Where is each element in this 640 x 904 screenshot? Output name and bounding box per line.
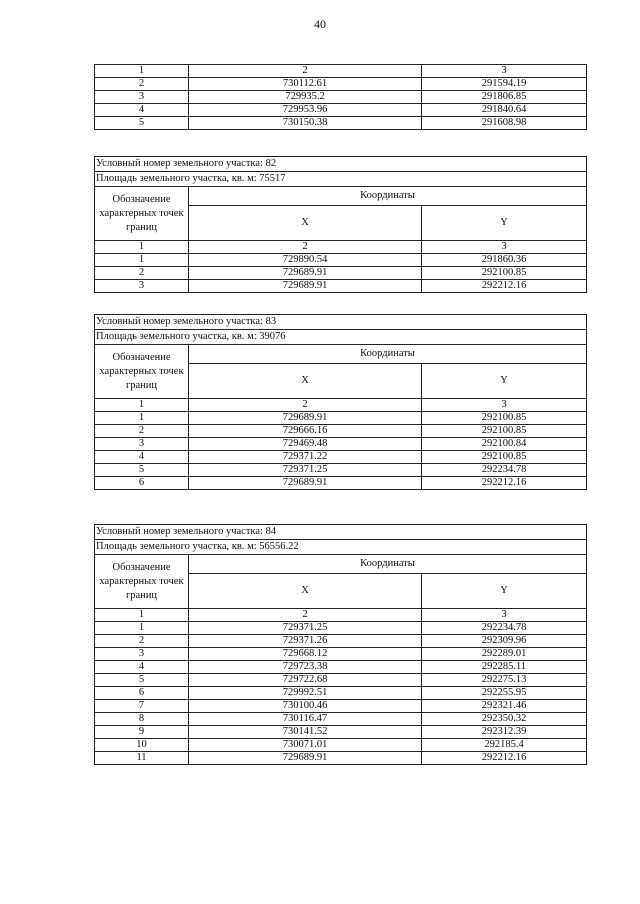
point-number-cell: 3	[95, 91, 189, 104]
y-coordinate-cell: 292212.16	[422, 752, 587, 765]
x-coordinate-cell: 729371.22	[189, 451, 422, 464]
x-coordinate-cell: 729689.91	[189, 267, 422, 280]
table-row	[95, 267, 587, 280]
table-row	[95, 477, 587, 490]
designation-header: Обозначение характерных точек границ	[95, 345, 189, 399]
y-coordinate-cell: 292100.85	[422, 425, 587, 438]
y-coordinate-cell: 292212.16	[422, 477, 587, 490]
plot-table-83	[94, 314, 587, 490]
point-number-cell: 2	[95, 78, 189, 91]
table-row	[95, 674, 587, 687]
column-number-cell: 2	[189, 241, 422, 254]
x-coordinate-cell: 730071.01	[189, 739, 422, 752]
table-row	[95, 752, 587, 765]
y-coordinate-cell: 291860.36	[422, 254, 587, 267]
point-number-cell: 5	[95, 464, 189, 477]
point-number-cell: 2	[95, 267, 189, 280]
point-number-cell: 9	[95, 726, 189, 739]
table-body	[95, 622, 587, 765]
column-number-cell: 2	[189, 65, 422, 78]
x-coordinate-cell: 729935.2	[189, 91, 422, 104]
point-number-cell: 6	[95, 687, 189, 700]
column-number-cell: 1	[95, 241, 189, 254]
x-coordinate-cell: 729722.68	[189, 674, 422, 687]
x-coordinate-cell: 729689.91	[189, 752, 422, 765]
y-coordinate-cell: 292234.78	[422, 464, 587, 477]
column-number-cell: 3	[422, 241, 587, 254]
point-number-cell: 4	[95, 104, 189, 117]
table-row	[95, 700, 587, 713]
table-body	[95, 78, 587, 130]
point-number-cell: 4	[95, 661, 189, 674]
point-number-cell: 1	[95, 412, 189, 425]
x-coordinate-cell: 729992.51	[189, 687, 422, 700]
x-coordinate-cell: 730116.47	[189, 713, 422, 726]
table-row	[95, 438, 587, 451]
x-coordinate-cell: 729469.48	[189, 438, 422, 451]
table-row	[95, 104, 587, 117]
table-row	[95, 425, 587, 438]
x-coordinate-cell: 729689.91	[189, 477, 422, 490]
column-number-row	[95, 241, 587, 254]
coordinates-header: Координаты	[189, 187, 587, 206]
x-coordinate-cell: 730150.38	[189, 117, 422, 130]
point-number-cell: 1	[95, 622, 189, 635]
plot-area-label: Площадь земельного участка, кв. м: 39076	[95, 330, 587, 345]
point-number-cell: 3	[95, 648, 189, 661]
coordinates-header: Координаты	[189, 555, 587, 574]
table-row	[95, 635, 587, 648]
table-row	[95, 713, 587, 726]
point-number-cell: 5	[95, 117, 189, 130]
table-row	[95, 661, 587, 674]
table-row	[95, 622, 587, 635]
y-coordinate-cell: 292100.85	[422, 451, 587, 464]
table-row	[95, 280, 587, 293]
y-coordinate-cell: 291806.85	[422, 91, 587, 104]
point-number-cell: 8	[95, 713, 189, 726]
plot-table-82	[94, 156, 587, 293]
plot-area-label: Площадь земельного участка, кв. м: 56556.22	[95, 540, 587, 555]
table-row	[95, 726, 587, 739]
designation-header: Обозначение характерных точек границ	[95, 187, 189, 241]
y-coordinate-cell: 291840.64	[422, 104, 587, 117]
y-coordinate-cell: 292285.11	[422, 661, 587, 674]
y-coordinate-cell: 292312.39	[422, 726, 587, 739]
column-number-cell: 1	[95, 609, 189, 622]
x-coordinate-cell: 729953.96	[189, 104, 422, 117]
y-coordinate-cell: 292321.46	[422, 700, 587, 713]
table-row	[95, 451, 587, 464]
column-number-row	[95, 609, 587, 622]
x-header: X	[189, 574, 422, 609]
x-coordinate-cell: 729689.91	[189, 412, 422, 425]
table-row	[95, 648, 587, 661]
plot-table-84	[94, 524, 587, 765]
y-coordinate-cell: 292255.95	[422, 687, 587, 700]
x-coordinate-cell: 729723.38	[189, 661, 422, 674]
plot-area-label: Площадь земельного участка, кв. м: 75517	[95, 172, 587, 187]
column-number-cell: 1	[95, 65, 189, 78]
point-number-cell: 2	[95, 635, 189, 648]
x-coordinate-cell: 729689.91	[189, 280, 422, 293]
y-header: Y	[422, 206, 587, 241]
y-coordinate-cell: 292100.84	[422, 438, 587, 451]
table-body	[95, 412, 587, 490]
point-number-cell: 3	[95, 280, 189, 293]
plot-number-label: Условный номер земельного участка: 82	[95, 157, 587, 172]
point-number-cell: 4	[95, 451, 189, 464]
column-number-cell: 1	[95, 399, 189, 412]
x-coordinate-cell: 729668.12	[189, 648, 422, 661]
table-row	[95, 78, 587, 91]
y-coordinate-cell: 292309.96	[422, 635, 587, 648]
y-coordinate-cell: 291594.19	[422, 78, 587, 91]
column-number-row	[95, 399, 587, 412]
table-row	[95, 412, 587, 425]
table-row	[95, 91, 587, 104]
table-body	[95, 254, 587, 293]
x-coordinate-cell: 729666.16	[189, 425, 422, 438]
designation-header: Обозначение характерных точек границ	[95, 555, 189, 609]
column-number-cell: 3	[422, 609, 587, 622]
y-header: Y	[422, 364, 587, 399]
y-header: Y	[422, 574, 587, 609]
y-coordinate-cell: 292100.85	[422, 267, 587, 280]
y-coordinate-cell: 292212.16	[422, 280, 587, 293]
point-number-cell: 1	[95, 254, 189, 267]
x-header: X	[189, 364, 422, 399]
table-row	[95, 117, 587, 130]
plot-number-label: Условный номер земельного участка: 83	[95, 315, 587, 330]
y-coordinate-cell: 292350.32	[422, 713, 587, 726]
point-number-cell: 7	[95, 700, 189, 713]
x-coordinate-cell: 730100.46	[189, 700, 422, 713]
point-number-cell: 6	[95, 477, 189, 490]
page-number: 40	[314, 17, 326, 31]
column-number-row	[95, 65, 587, 78]
y-coordinate-cell: 292234.78	[422, 622, 587, 635]
y-coordinate-cell: 291608.98	[422, 117, 587, 130]
table-row	[95, 739, 587, 752]
y-coordinate-cell: 292275.13	[422, 674, 587, 687]
column-number-cell: 2	[189, 399, 422, 412]
table-row	[95, 464, 587, 477]
plot-number-label: Условный номер земельного участка: 84	[95, 525, 587, 540]
x-coordinate-cell: 730141.52	[189, 726, 422, 739]
column-number-cell: 3	[422, 399, 587, 412]
x-coordinate-cell: 729890.54	[189, 254, 422, 267]
point-number-cell: 3	[95, 438, 189, 451]
point-number-cell: 11	[95, 752, 189, 765]
table-row	[95, 687, 587, 700]
x-header: X	[189, 206, 422, 241]
column-number-cell: 2	[189, 609, 422, 622]
table-row	[95, 254, 587, 267]
coordinates-table-continued	[94, 64, 587, 130]
y-coordinate-cell: 292289.01	[422, 648, 587, 661]
point-number-cell: 2	[95, 425, 189, 438]
column-number-cell: 3	[422, 65, 587, 78]
x-coordinate-cell: 729371.26	[189, 635, 422, 648]
x-coordinate-cell: 730112.61	[189, 78, 422, 91]
point-number-cell: 5	[95, 674, 189, 687]
x-coordinate-cell: 729371.25	[189, 622, 422, 635]
point-number-cell: 10	[95, 739, 189, 752]
coordinates-header: Координаты	[189, 345, 587, 364]
y-coordinate-cell: 292100.85	[422, 412, 587, 425]
y-coordinate-cell: 292185.4	[422, 739, 587, 752]
x-coordinate-cell: 729371.25	[189, 464, 422, 477]
